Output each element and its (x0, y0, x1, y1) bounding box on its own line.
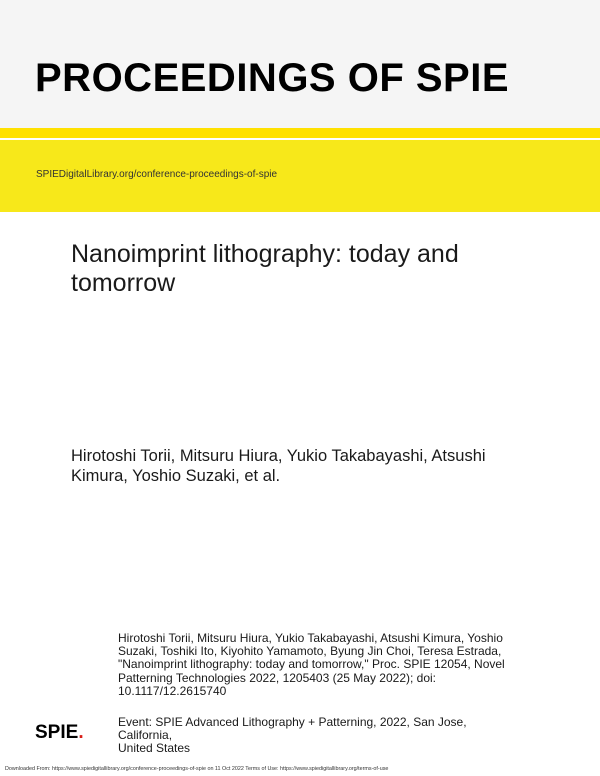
event-info (118, 716, 518, 756)
spie-logo (35, 722, 84, 744)
spie-logo-dot: . (78, 722, 84, 743)
paper-title-line-1: Nanoimprint lithography: today and (71, 240, 459, 268)
author-list-line-1: Hirotoshi Torii, Mitsuru Hiura, Yukio Takabayashi, Atsushi (71, 447, 486, 465)
citation-line-2: Suzaki, Toshiki Ito, Kiyohito Yamamoto, Byung Jin Choi, Teresa Estrada, (118, 644, 502, 659)
proceedings-masthead-title: PROCEEDINGS OF SPIE (35, 56, 510, 100)
yellow-divider-stripe (0, 128, 600, 138)
citation-line-3: "Nanoimprint lithography: today and tomorrow," Proc. SPIE 12054, Novel (118, 657, 505, 672)
masthead-banner (0, 0, 600, 128)
event-line-2: United States (118, 741, 191, 756)
citation-line-4: Patterning Technologies 2022, 1205403 (25 May 2022); doi: (118, 670, 437, 685)
download-footer-note: Downloaded From: https://www.spiedigitallibrary.org/conference-proceedings-of-spie on 11 Oct 2022 Terms of Use: https://www.spiedigitallibrary.org/terms-of-use (5, 766, 389, 772)
paper-title (71, 240, 541, 298)
citation-doi[interactable]: 10.1117/12.2615740 (118, 683, 227, 698)
author-list (71, 447, 541, 486)
paper-title-line-2: tomorrow (71, 269, 176, 297)
spie-logo-text: SPIE (35, 722, 79, 743)
citation-line-1: Hirotoshi Torii, Mitsuru Hiura, Yukio Takabayashi, Atsushi Kimura, Yoshio (118, 631, 503, 645)
digital-library-link[interactable]: SPIEDigitalLibrary.org/conference-proceedings-of-spie (36, 169, 278, 180)
author-list-line-2: Kimura, Yoshio Suzaki, et al. (71, 466, 281, 485)
citation-block (118, 632, 518, 698)
event-line-1: Event: SPIE Advanced Lithography + Patterning, 2022, San Jose, California, (118, 715, 467, 743)
